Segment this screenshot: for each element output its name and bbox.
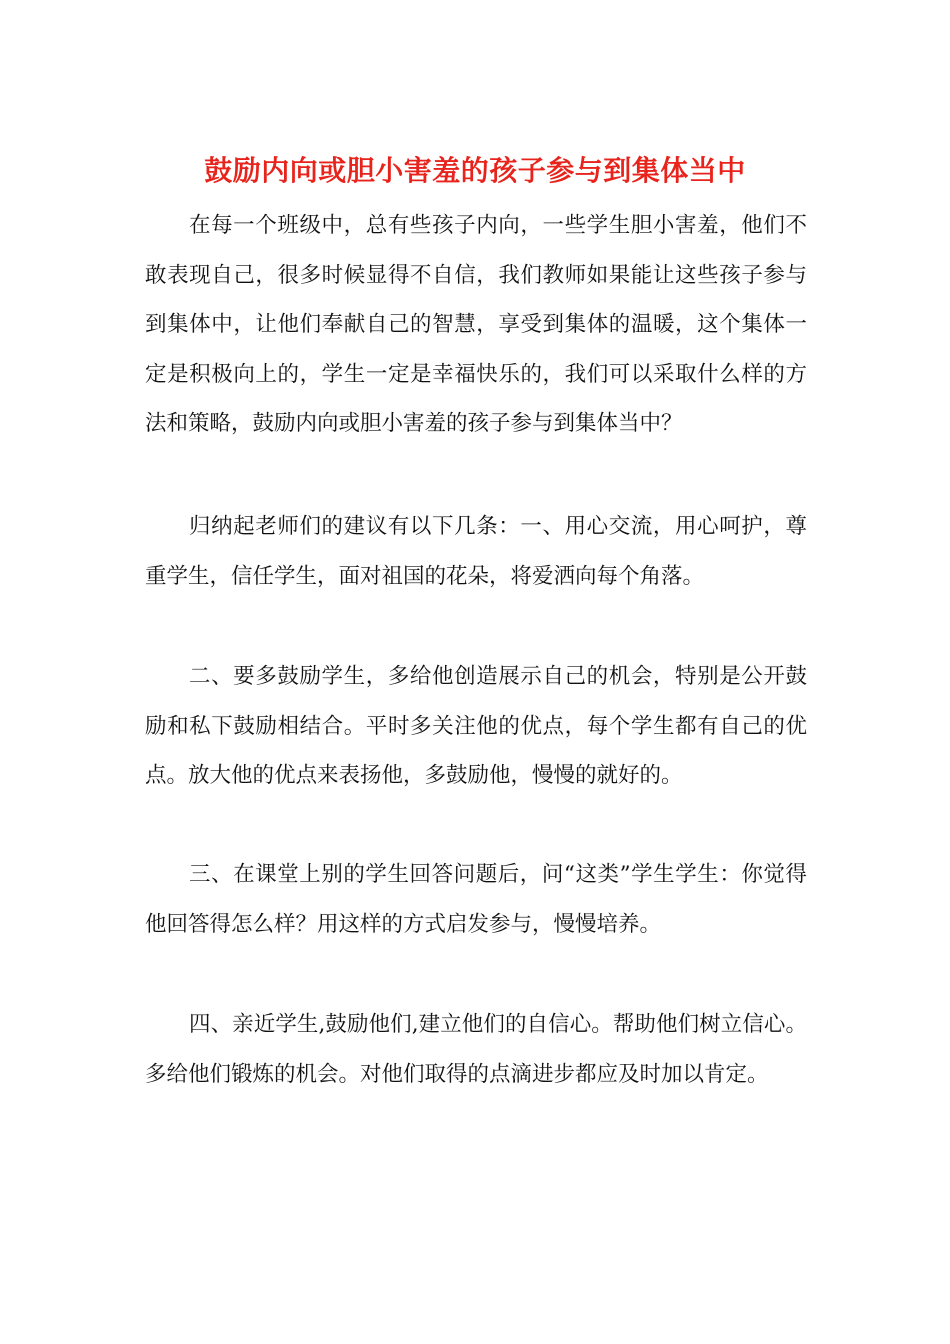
document-title: 鼓励内向或胆小害羞的孩子参与到集体当中 [204,153,746,187]
paragraph-suggestion-four: 四、亲近学生,鼓励他们,建立他们的自信心。帮助他们树立信心。多给他们锻炼的机会。对他们取得的点滴进步都应及时加以肯定。 [145,1012,807,1087]
paragraph-intro: 在每一个班级中，总有些孩子内向，一些学生胆小害羞，他们不敢表现自己，很多时候显得不自信，我们教师如果能让这些孩子参与到集体中，让他们奉献自己的智慧，享受到集体的温暖，这个集体一定是积极向上的，学生一定是幸福快乐的，我们可以采取什么样的方法和策略，鼓励内向或胆小害羞的孩子参与到集体当中？ [145,213,807,436]
paragraph-suggestion-two: 二、要多鼓励学生，多给他创造展示自己的机会，特别是公开鼓励和私下鼓励相结合。平时多关注他的优点，每个学生都有自己的优点。放大他的优点来表扬他，多鼓励他，慢慢的就好的。 [145,664,807,788]
paragraph-suggestion-three: 三、在课堂上别的学生回答问题后，问“这类”学生学生：你觉得他回答得怎么样？用这样的方式启发参与，慢慢培养。 [145,862,807,937]
paragraph-suggestion-one: 归纳起老师们的建议有以下几条：一、用心交流，用心呵护，尊重学生，信任学生，面对祖国的花朵，将爱洒向每个角落。 [145,514,807,589]
